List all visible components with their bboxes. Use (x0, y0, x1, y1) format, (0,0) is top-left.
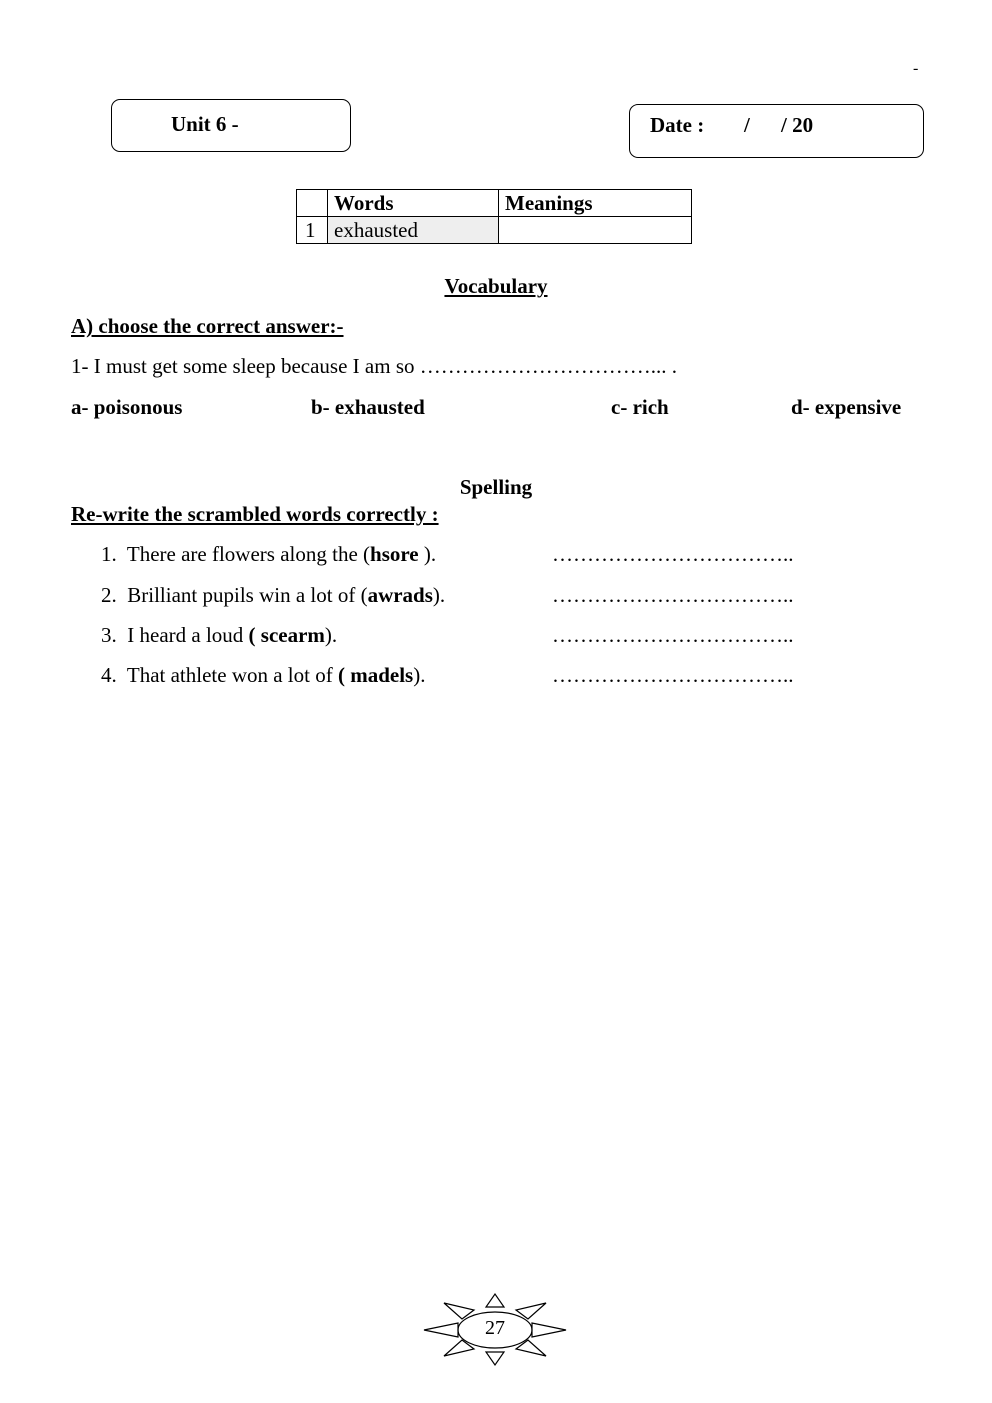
vocabulary-instruction: A) choose the correct answer:- (71, 314, 344, 338)
words-table (296, 189, 692, 244)
spelling-item-4 (101, 663, 425, 688)
item-number: 3. (101, 623, 117, 647)
item-number: 4. (101, 663, 117, 687)
item-text: Brilliant pupils win a lot of ( (127, 583, 368, 607)
option-c[interactable]: c- rich (611, 395, 669, 419)
page-number-badge (420, 1288, 570, 1370)
scrambled-word: ( madels (337, 663, 414, 687)
spelling-instruction: Re-write the scrambled words correctly : (71, 502, 439, 526)
spelling-title: Spelling (459, 475, 533, 499)
item-text: That athlete won a lot of (126, 663, 338, 687)
spelling-item-3 (101, 623, 337, 648)
scrambled-word: hsore (370, 542, 419, 566)
table-header-cell: Meanings (499, 190, 692, 217)
item-number: 1. (101, 542, 117, 566)
corner-mark: - (913, 60, 919, 77)
table-cell-number: 1 (297, 217, 328, 244)
table-cell-word: exhausted (328, 217, 499, 244)
date-label: Date : (650, 113, 705, 137)
item-text-end: ). (413, 663, 426, 687)
unit-box (111, 99, 351, 152)
scrambled-word: ( scearm (248, 623, 325, 647)
item-text-end: ). (324, 623, 338, 647)
answer-blank-1[interactable]: …………………………….. (552, 542, 794, 566)
answer-blank-4[interactable]: …………………………….. (552, 663, 794, 687)
vocabulary-question: 1- I must get some sleep because I am so ……………………………... . (71, 354, 677, 378)
spelling-item-2 (101, 583, 445, 608)
date-separator: / (744, 113, 750, 137)
table-header-cell: Words (328, 190, 499, 217)
date-box (629, 104, 924, 158)
item-text: There are flowers along the ( (126, 542, 371, 566)
answer-blank-2[interactable]: …………………………….. (552, 583, 794, 607)
option-b[interactable]: b- exhausted (311, 395, 425, 419)
vocabulary-title: Vocabulary (444, 274, 548, 298)
item-text: I heard a loud (127, 623, 249, 647)
table-header-row (297, 190, 692, 217)
scrambled-word: awrads (367, 583, 433, 607)
item-number: 2. (101, 583, 117, 607)
date-year: / 20 (781, 113, 814, 137)
table-cell-meaning[interactable] (499, 217, 692, 244)
unit-label: Unit 6 - (171, 112, 239, 136)
table-row (297, 217, 692, 244)
answer-blank-3[interactable]: …………………………….. (552, 623, 794, 647)
table-header-cell (297, 190, 328, 217)
spelling-item-1 (101, 542, 436, 567)
item-text-end: ). (432, 583, 446, 607)
page-number: 27 (485, 1317, 505, 1339)
option-a[interactable]: a- poisonous (71, 395, 183, 419)
item-text-end: ). (418, 542, 437, 566)
option-d[interactable]: d- expensive (791, 395, 902, 419)
